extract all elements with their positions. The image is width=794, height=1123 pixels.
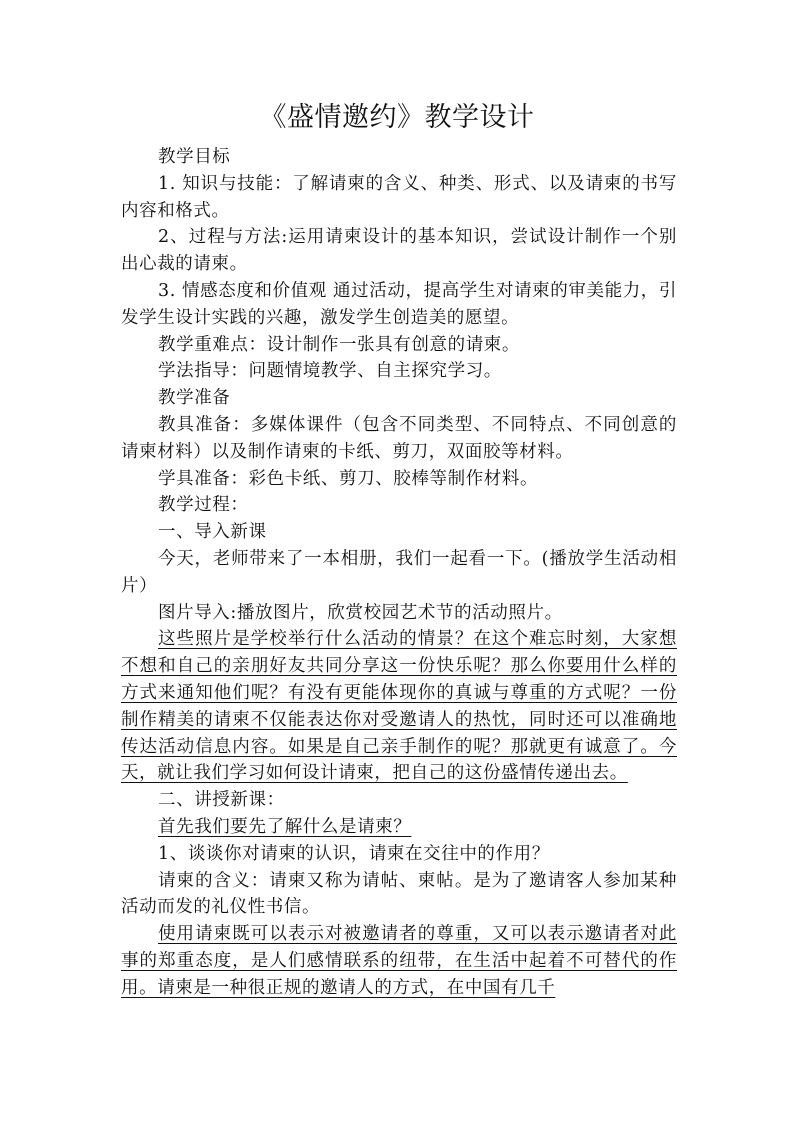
paragraph-objectives-heading: 教学目标 [158, 147, 231, 167]
paragraph-study-guidance: 学法指导：问题情境教学、自主探究学习。 [158, 361, 502, 382]
paragraph-intro-album: 今天，老师带来了一本相册，我们一起看一下。(播放学生活动相片） [121, 548, 677, 596]
paragraph-intro-pictures: 图片导入:播放图片，欣赏校园艺术节的活动照片。 [158, 602, 563, 623]
paragraph-section-intro-heading: 一、导入新课 [158, 522, 267, 543]
paragraph-what-is-invitation [121, 814, 677, 841]
paragraph-preparation-heading: 教学准备 [158, 388, 231, 409]
underlined-text: 首先我们要先了解什么是请柬？ [158, 816, 412, 837]
paragraph-invitation-usage [121, 921, 677, 1001]
paragraph-discussion-question: 1、谈谈你对请柬的认识，请柬在交往中的作用？ [158, 843, 550, 864]
underlined-text: 使用请柬既可以表示对被邀请者的尊重，又可以表示邀请者对此事的郑重态度，是人们感情联系的纽带，在生活中起着不可替代的作用。请柬是一种很正规的邀请人的方式，在中国有几千 [121, 924, 677, 998]
document-body [121, 144, 677, 1002]
paragraph-objective-process: 2、过程与方法:运用请柬设计的基本知识，尝试设计制作一个别出心裁的请柬。 [121, 227, 677, 275]
underlined-text: 这些照片是学校举行什么活动的情景？在这个难忘时刻，大家想不想和自己的亲朋好友共同分享这一份快乐呢？那么你要用什么样的方式来通知他们呢？有没有更能体现你的真诚与尊重的方式呢？一份制作精美的请柬不仅能表达你对受邀请人的热忱，同时还可以准确地传达活动信息内容。如果是自己亲手制作的呢？那就更有诚意了。今天，就让我们学习如何设计请柬，把自己的这份盛情传递出去。 [121, 629, 677, 784]
document-title: 《盛情邀约》教学设计 [259, 102, 535, 133]
paragraph-intro-questions [121, 626, 677, 787]
paragraph-process-heading: 教学过程： [158, 495, 249, 516]
paragraph-teacher-materials: 教具准备：多媒体课件（包含不同类型、不同特点、不同创意的请柬材料）以及制作请柬的卡纸、剪刀，双面胶等材料。 [121, 414, 677, 462]
paragraph-objective-knowledge: 1. 知识与技能：了解请柬的含义、种类、形式、以及请柬的书写内容和格式。 [121, 173, 677, 221]
paragraph-key-points: 教学重难点：设计制作一张具有创意的请柬。 [158, 334, 520, 355]
paragraph-student-materials: 学具准备：彩色卡纸、剪刀、胶棒等制作材料。 [158, 468, 539, 489]
paragraph-invitation-meaning: 请柬的含义：请柬又称为请帖、柬帖。是为了邀请客人参加某种活动而发的礼仪性书信。 [121, 870, 677, 918]
paragraph-objective-attitude: 3. 情感态度和价值观 通过活动，提高学生对请柬的审美能力，引发学生设计实践的兴趣，激发学生创造美的愿望。 [121, 280, 677, 328]
paragraph-section-teaching-heading: 二、讲授新课： [158, 790, 285, 811]
